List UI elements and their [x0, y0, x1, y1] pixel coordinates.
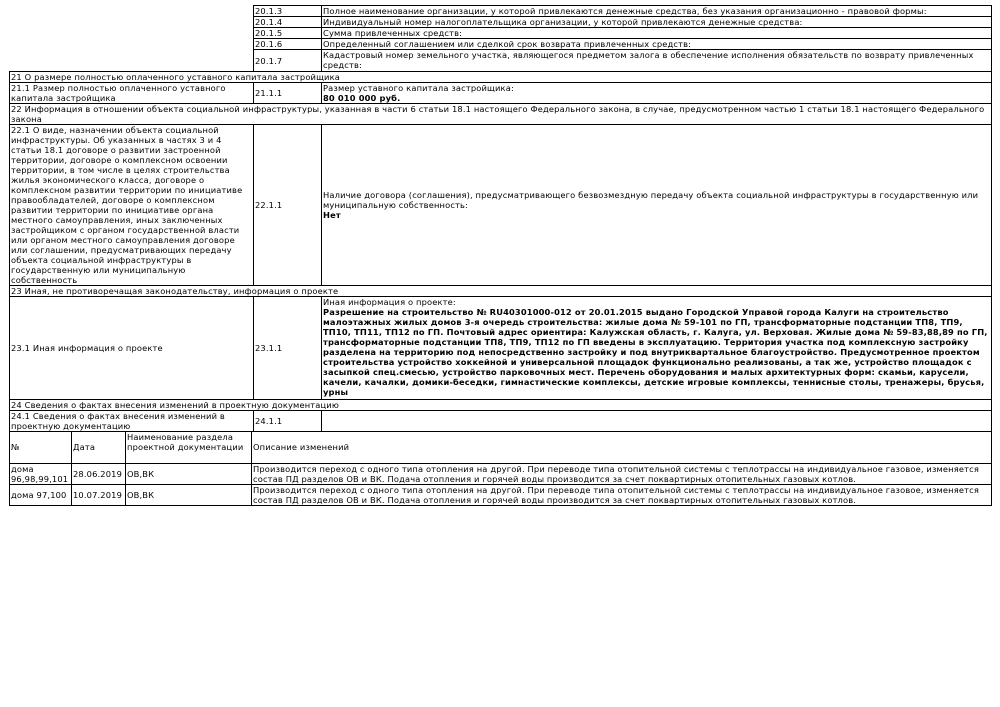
- empty-cell: [10, 28, 254, 39]
- table-row: [10, 50, 992, 72]
- document-page: [9, 5, 991, 506]
- field-text: Иная информация о проекте:: [323, 297, 456, 307]
- field-code: 20.1.3: [254, 6, 322, 17]
- table-row: [10, 83, 992, 104]
- empty-cell: [10, 6, 254, 17]
- field-code: 23.1.1: [254, 297, 322, 400]
- field-value: Нет: [323, 210, 341, 220]
- section-label: 24.1 Сведения о фактах внесения изменений в проектную документацию: [10, 411, 254, 432]
- table-row: [10, 6, 992, 17]
- section-title: 23 Иная, не противоречащая законодательству, информация о проекте: [10, 286, 992, 297]
- changes-row: [10, 484, 992, 505]
- section-title: 24 Сведения о фактах внесения изменений в проектную документацию: [10, 400, 992, 411]
- changes-header-row: [10, 432, 992, 463]
- header-section: Наименование раздела проектной документации: [126, 432, 252, 463]
- field-value: 80 010 000 руб.: [323, 93, 401, 103]
- table-row: [10, 125, 992, 286]
- section-label: 21.1 Размер полностью оплаченного уставного капитала застройщика: [10, 83, 254, 104]
- section-label: 22.1 О виде, назначении объекта социальной инфраструктуры. Об указанных в частях 3 и 4 статьи 18.1 договоре о развитии застроенной территории, договоре о комплексном освоении территории, в том числе в целях строительства жилья экономического класса, договоре о комплексном развитии территории по инициативе правообладателей, договоре о комплексном развитии территории по инициативе органа местного самоуправления, иных заключенных застройщиком с органом государственной власти или органом местного самоуправления договоре или соглашении, предусматривающих передачу объекта социальной инфраструктуры в государственную или муниципальную собственность: [10, 125, 254, 286]
- section-header-22: [10, 104, 992, 125]
- change-date: 10.07.2019: [72, 484, 126, 505]
- field-text: Определенный соглашением или сделкой срок возврата привлеченных средств:: [322, 39, 992, 50]
- table-row: [10, 39, 992, 50]
- table-row: [10, 17, 992, 28]
- change-section: ОВ,ВК: [126, 463, 252, 484]
- field-text: Сумма привлеченных средств:: [322, 28, 992, 39]
- section-header-21: [10, 72, 992, 83]
- field-value: Разрешение на строительство № RU40301000-012 от 20.01.2015 выдано Городской Управой города Калуги на строительство малоэтажных жилых домов 3-я очередь строительства: жилые дома № 59-101 по ГП, трансформаторные подстанции ТП8, ТП9, ТП10, ТП11, ТП12 по ГП. Почтовый адрес ориентира: Калужская область, г. Калуга, ул. Верховая. Жилые дома № 59-83,88,89 по ГП, трансформаторные подстанции ТП8, ТП9, ТП12 по ГП введены в эксплуатацию. Территория участка под комплексную застройку разделена на территорию под непосредственно застройку и под внутриквартальное благоустройство. Предусмотренное проектом строительства устройство хоккейной и универсальной площадок функционально реализованы, а так же, устройство площадок с засыпкой спец.смесью, устройство парковочных мест. Перечень оборудования и малых архитектурных форм: скамьи, карусели, качели, качалки, домики-беседки, гимнастические комплексы, детские игровые комплексы, теннисные столы, тренажеры, брусья, урны: [323, 307, 988, 397]
- empty-cell: [10, 50, 254, 72]
- field-code: 20.1.7: [254, 50, 322, 72]
- header-desc: Описание изменений: [252, 432, 992, 463]
- change-date: 28.06.2019: [72, 463, 126, 484]
- field-code: 21.1.1: [254, 83, 322, 104]
- section-label: 23.1 Иная информация о проекте: [10, 297, 254, 400]
- section-header-24: [10, 400, 992, 411]
- header-num: №: [10, 432, 72, 463]
- field-text: Кадастровый номер земельного участка, являющегося предметом залога в обеспечение исполнения обязательств по возврату привлеченных средств:: [322, 50, 992, 72]
- empty-cell: [322, 411, 992, 432]
- section-title: 22 Информация в отношении объекта социальной инфраструктуры, указанная в части 6 статьи 18.1 настоящего Федерального закона, в случае, предусмотренном частью 1 статьи 18.1 настоящего Федерального закона: [10, 104, 992, 125]
- empty-cell: [10, 17, 254, 28]
- field-code: 24.1.1: [254, 411, 322, 432]
- field-text: Полное наименование организации, у которой привлекаются денежные средства, без указания организационно - правовой формы:: [322, 6, 992, 17]
- main-table: [9, 5, 992, 432]
- table-row: [10, 411, 992, 432]
- table-row: [10, 28, 992, 39]
- change-section: ОВ,ВК: [126, 484, 252, 505]
- field-code: 22.1.1: [254, 125, 322, 286]
- change-desc: Производится переход с одного типа отопления на другой. При переводе типа отопительной системы с теплотрассы на индивидуальное газовое, изменяется состав ПД разделов ОВ и ВК. Подача отопления и горячей воды производится за счет поквартирных отопительных газовых котлов.: [252, 484, 992, 505]
- section-title: 21 О размере полностью оплаченного уставного капитала застройщика: [10, 72, 992, 83]
- field-cell: [322, 83, 992, 104]
- change-num: дома 96,98,99,101: [10, 463, 72, 484]
- header-date: Дата: [72, 432, 126, 463]
- field-text: Размер уставного капитала застройщика:: [323, 83, 514, 93]
- field-text: Индивидуальный номер налогоплательщика организации, у которой привлекаются денежные средства:: [322, 17, 992, 28]
- change-desc: Производится переход с одного типа отопления на другой. При переводе типа отопительной системы с теплотрассы на индивидуальное газовое, изменяется состав ПД разделов ОВ и ВК. Подача отопления и горячей воды производится за счет поквартирных отопительных газовых котлов.: [252, 463, 992, 484]
- changes-table: [9, 432, 992, 506]
- empty-cell: [10, 39, 254, 50]
- changes-row: [10, 463, 992, 484]
- field-code: 20.1.4: [254, 17, 322, 28]
- field-cell: [322, 125, 992, 286]
- field-code: 20.1.6: [254, 39, 322, 50]
- field-text: Наличие договора (соглашения), предусматривающего безвозмездную передачу объекта социальной инфраструктуры в государственную или муниципальную собственность:: [323, 190, 979, 210]
- section-header-23: [10, 286, 992, 297]
- change-num: дома 97,100: [10, 484, 72, 505]
- field-code: 20.1.5: [254, 28, 322, 39]
- table-row: [10, 297, 992, 400]
- field-cell: [322, 297, 992, 400]
